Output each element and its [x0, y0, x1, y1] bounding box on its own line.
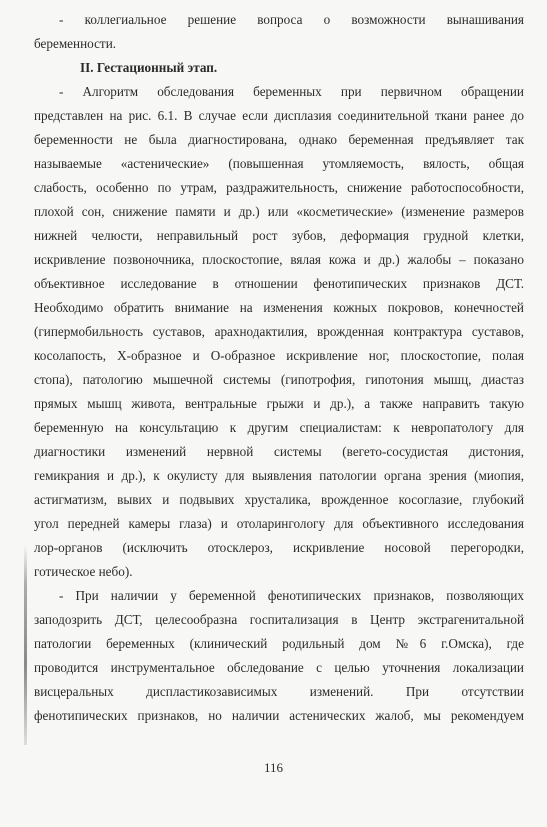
- text-line: искривление позвоночника, плоскостопие, вялая кожа и др.) жалобы – показано: [34, 252, 524, 267]
- text-line: представлен на рис. 6.1. В случае если дисплазия соединительной ткани ранее до: [34, 108, 524, 123]
- text-line: - При наличии у беременной фенотипических признаков, позволяющих: [59, 588, 524, 603]
- text-line: косолапость, Х-образное и О-образное искривление ног, плоскостопие, полая: [34, 348, 524, 363]
- text-line: лор-органов (исключить отосклероз, искривление носовой перегородки,: [34, 540, 524, 555]
- text-line: гемикрания и др.), к окулисту для выявления патологии органа зрения (миопия,: [34, 468, 524, 483]
- text-line: - Алгоритм обследования беременных при первичном обращении: [59, 84, 524, 99]
- page-number: 116: [263, 760, 284, 775]
- section-heading: II. Гестационный этап.: [80, 60, 218, 75]
- text-line: висцеральных диспластикозависимых изменений. При отсутствии: [34, 684, 524, 699]
- text-line: угол передней камеры глаза) и отоларингологу для объективного исследования: [34, 516, 524, 531]
- text-line: прямых мышц живота, вентральные грыжи и др.), а также направить такую: [34, 396, 524, 411]
- text-line: готическое небо).: [34, 564, 133, 579]
- text-line: проводится инструментальное обследование с целью уточнения локализации: [34, 660, 524, 675]
- text-line: нижней челюсти, неправильный рост зубов, деформация грудной клетки,: [34, 228, 524, 243]
- text-line: стопа), патологию мышечной системы (гипотрофия, гипотония мышц, диастаз: [34, 372, 524, 387]
- text-line: беременности.: [34, 36, 117, 51]
- text-line: - коллегиальное решение вопроса о возможности вынашивания: [59, 12, 524, 27]
- text-line: слабость, особенно по утрам, раздражительность, снижение работоспособности,: [34, 180, 524, 195]
- binding-shadow: [24, 545, 27, 745]
- text-line: (гипермобильность суставов, арахнодактилия, врожденная контрактура суставов,: [34, 324, 524, 339]
- text-line: диагностики изменений нервной системы (вегето-сосудистая дистония,: [34, 444, 524, 459]
- text-line: Необходимо обратить внимание на изменения кожных покровов, конечностей: [34, 300, 524, 315]
- text-line: объективное исследование в отношении фенотипических признаков ДСТ.: [34, 276, 524, 291]
- text-line: называемые «астенические» (повышенная утомляемость, вялость, общая: [34, 156, 524, 171]
- text-line: фенотипических признаков, но наличии астенических жалоб, мы рекомендуем: [34, 708, 524, 723]
- text-line: патологии беременных (клинический родильный дом №6 г.Омска), где: [34, 636, 524, 651]
- text-line: астигматизм, вывих и подвывих хрусталика, врожденное косоглазие, глубокий: [34, 492, 524, 507]
- text-line: плохой сон, снижение памяти и др.) или «косметические» (изменение размеров: [34, 204, 524, 219]
- text-line: беременную на консультацию к другим специалистам: к невропатологу для: [34, 420, 524, 435]
- text-line: беременности не была диагностирована, однако беременная предъявляет так: [34, 132, 524, 147]
- text-line: заподозрить ДСТ, целесообразна госпитализация в Центр экстрагенитальной: [34, 612, 524, 627]
